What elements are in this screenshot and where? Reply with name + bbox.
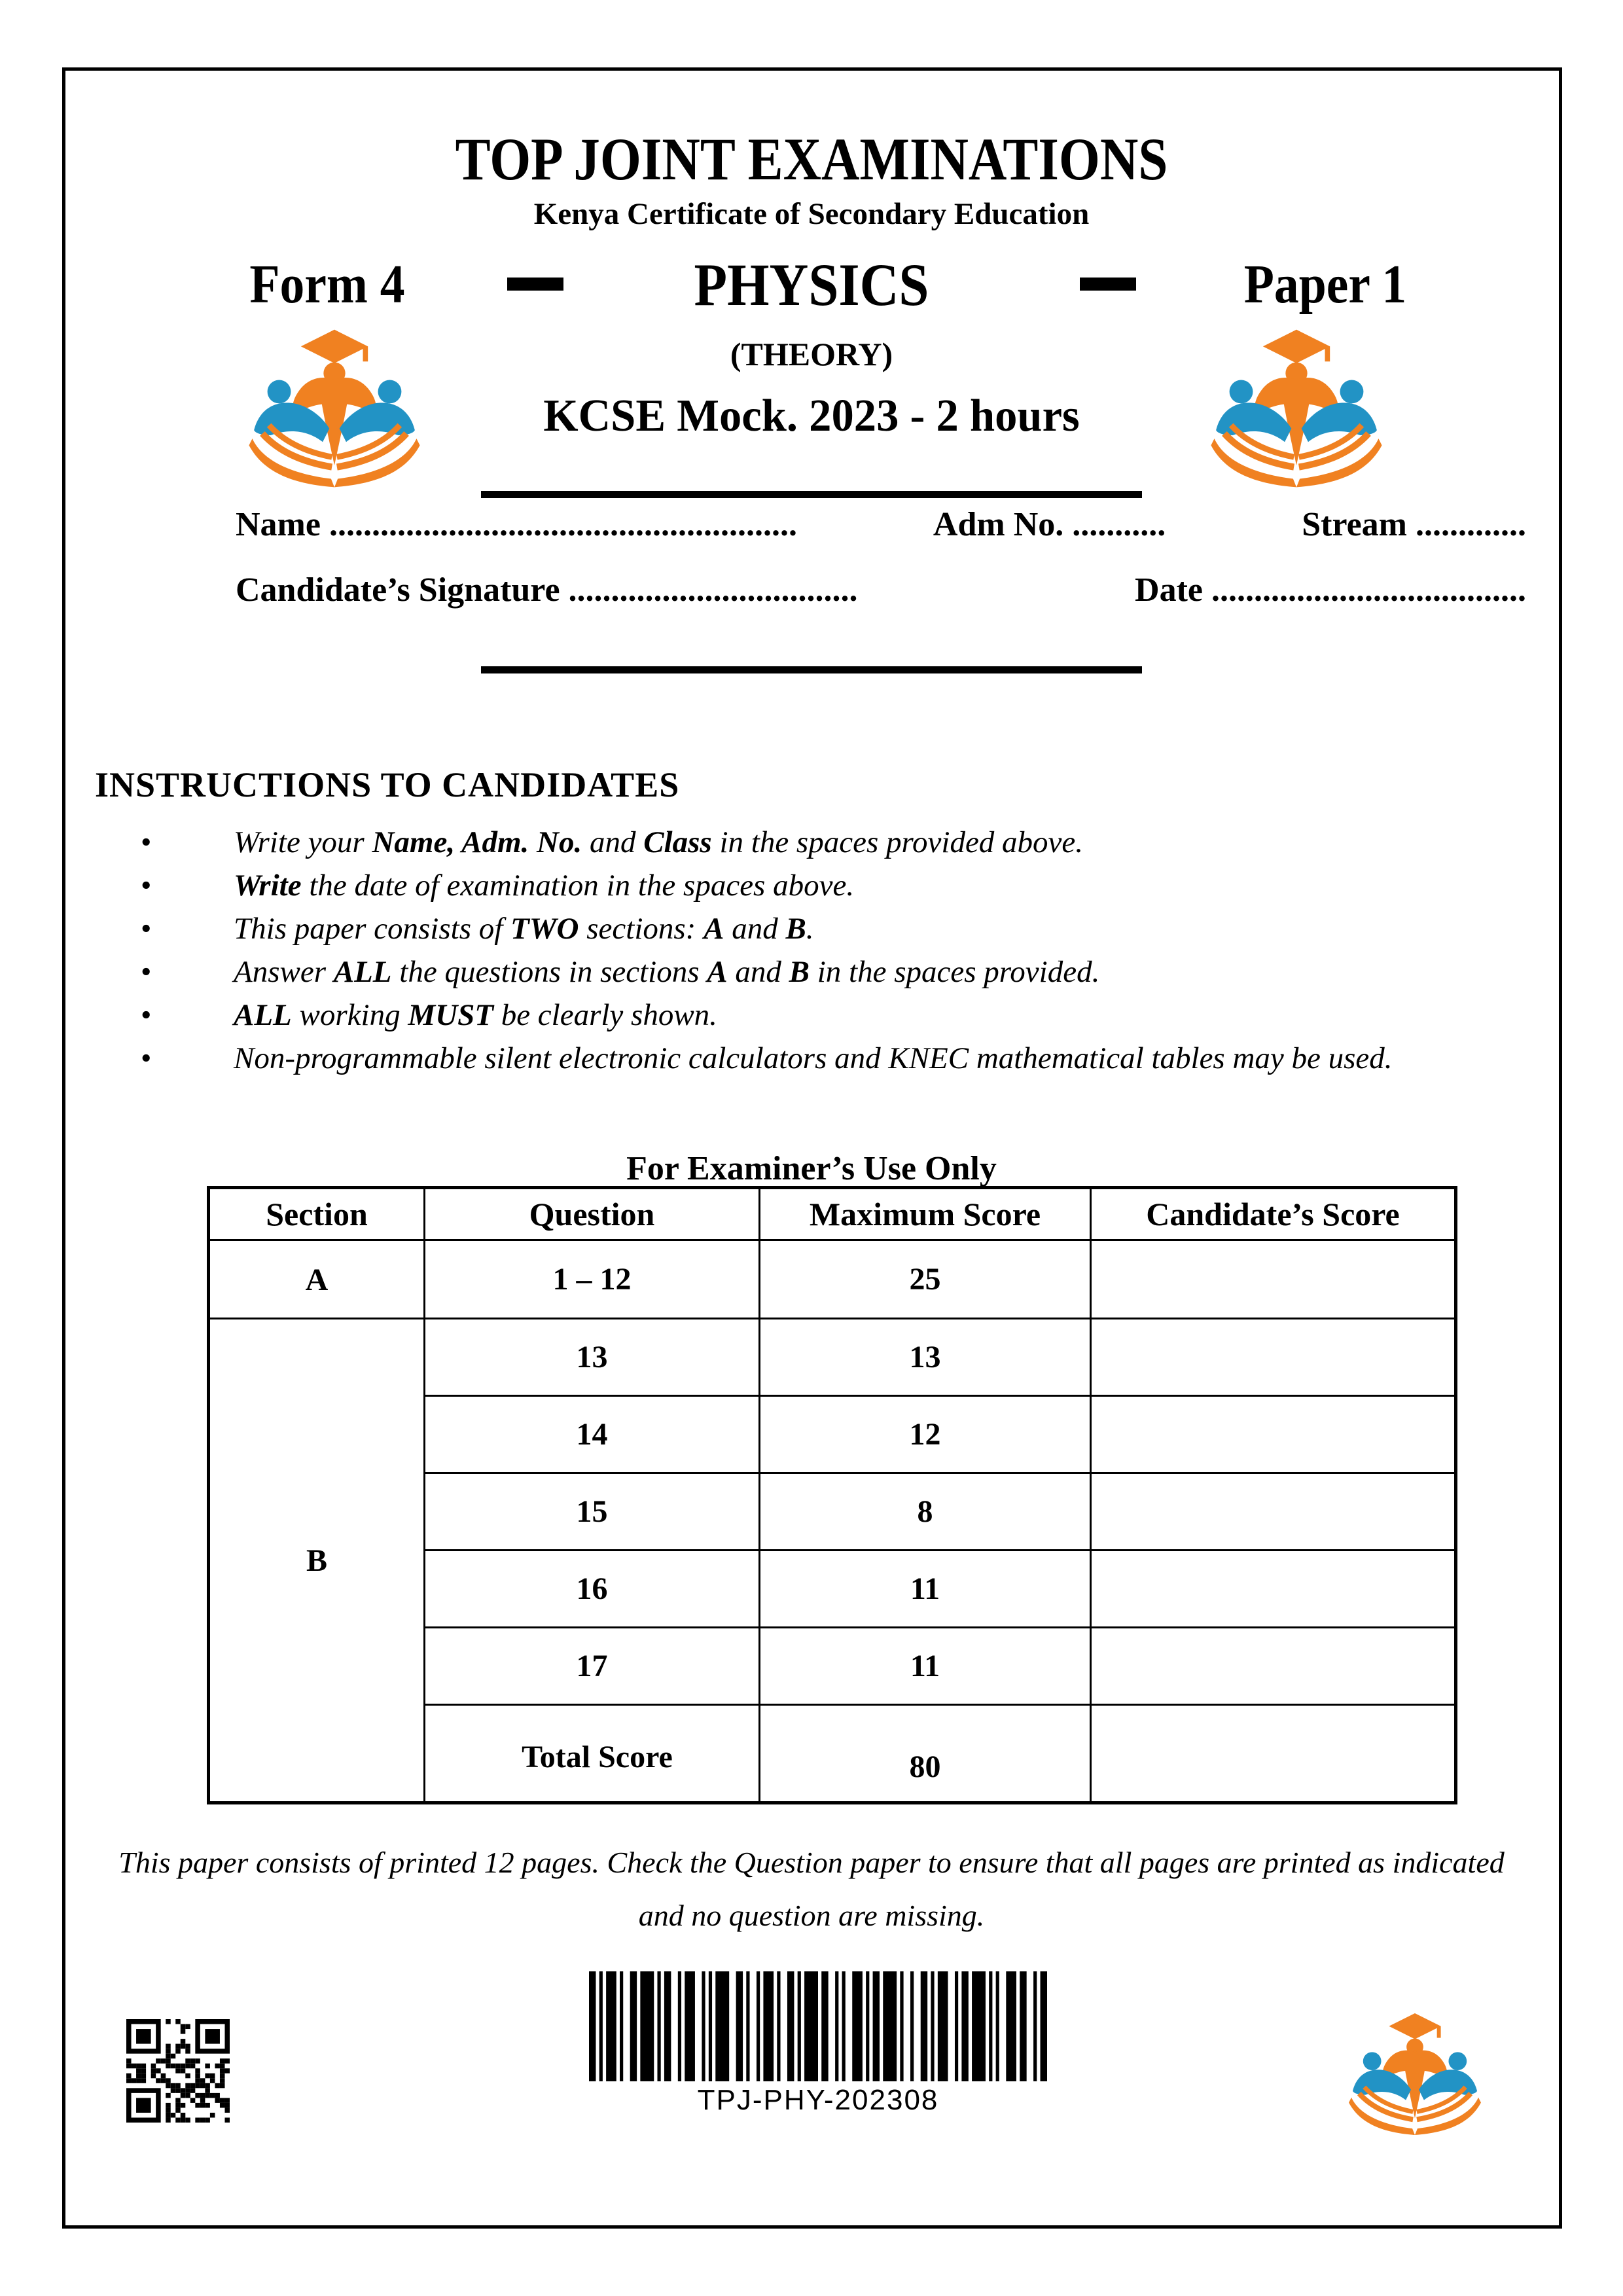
q15-candidate-score: [1091, 1473, 1456, 1551]
candidate-name-row: [236, 505, 1526, 544]
date-field: Date .....................................: [1135, 571, 1526, 609]
adm-no-field: Adm No. ...........: [933, 506, 1166, 543]
note-line-2: and no question are missing.: [638, 1898, 985, 1932]
mid-divider-rule: [481, 666, 1142, 673]
barcode-label: TPJ-PHY-202308: [697, 2084, 939, 2116]
section-a-question: 1 – 12: [425, 1240, 760, 1319]
total-score-label: Total Score: [425, 1705, 760, 1803]
q17-max-score: 11: [760, 1628, 1091, 1705]
page-title: TOP JOINT EXAMINATIONS: [455, 126, 1168, 192]
paper-label: Paper 1: [1243, 254, 1407, 315]
table-row-section-a: [209, 1240, 1456, 1319]
instruction-item: • This paper consists of TWO sections: A and B.: [95, 911, 1397, 946]
school-logo-right: [1203, 325, 1390, 492]
q17-candidate-score: [1091, 1628, 1456, 1705]
mock-line: KCSE Mock. 2023 - 2 hours: [543, 391, 1080, 441]
barcode: [589, 1971, 1047, 2081]
q16-question: 16: [425, 1551, 760, 1628]
subject-title: PHYSICS: [694, 251, 929, 318]
candidate-signature-row: [236, 571, 1526, 609]
qr-code: [126, 2019, 230, 2123]
q13-max-score: 13: [760, 1319, 1091, 1396]
col-header-section: Section: [209, 1188, 425, 1240]
q15-question: 15: [425, 1473, 760, 1551]
instruction-item: • Answer ALL the questions in sections A and B in the spaces provided.: [95, 954, 1397, 990]
section-a-max-score: 25: [760, 1240, 1091, 1319]
instruction-item: • ALL working MUST be clearly shown.: [95, 997, 1397, 1033]
examiner-table-title: For Examiner’s Use Only: [626, 1150, 997, 1187]
instruction-item: • Write your Name, Adm. No. and Class in the spaces provided above.: [95, 825, 1397, 860]
instructions-list: [95, 825, 1531, 1076]
school-logo-left: [241, 325, 428, 492]
col-header-candidate-score: Candidate’s Score: [1091, 1188, 1456, 1240]
examiner-table: [207, 1186, 1457, 1804]
page-subtitle: Kenya Certificate of Secondary Education: [533, 197, 1090, 231]
theory-label: (THEORY): [730, 336, 893, 372]
section-b-label: B: [209, 1319, 425, 1803]
instruction-item: • Non-programmable silent electronic calculators and KNEC mathematical tables may be used.: [95, 1041, 1397, 1076]
q15-max-score: 8: [760, 1473, 1091, 1551]
page-count-note: [0, 1837, 1623, 1942]
section-a-candidate-score: [1091, 1240, 1456, 1319]
q17-question: 17: [425, 1628, 760, 1705]
school-logo-bottom: [1343, 2009, 1487, 2139]
form-label: Form 4: [249, 254, 405, 315]
note-line-1: This paper consists of printed 12 pages. Check the Question paper to ensure that all pages are printed as indicated: [118, 1846, 1505, 1879]
q14-candidate-score: [1091, 1396, 1456, 1473]
total-candidate-score: [1091, 1705, 1456, 1803]
q13-question: 13: [425, 1319, 760, 1396]
total-max-score: 80: [760, 1705, 1091, 1803]
instructions-heading: INSTRUCTIONS TO CANDIDATES: [95, 765, 680, 804]
instruction-item: • Write the date of examination in the spaces above.: [95, 868, 1397, 903]
q13-candidate-score: [1091, 1319, 1456, 1396]
signature-field: Candidate’s Signature ..................................: [236, 571, 858, 609]
name-field: Name .......................................................: [236, 506, 797, 543]
col-header-max-score: Maximum Score: [760, 1188, 1091, 1240]
table-row-q13: [209, 1319, 1456, 1396]
section-a-label: A: [209, 1240, 425, 1319]
q16-candidate-score: [1091, 1551, 1456, 1628]
header-divider-rule: [481, 491, 1142, 498]
table-header-row: [209, 1188, 1456, 1240]
q14-question: 14: [425, 1396, 760, 1473]
barcode-block: [582, 1971, 1054, 2117]
stream-field: Stream .............: [1302, 506, 1526, 543]
instructions-section: [95, 764, 1531, 1076]
col-header-question: Question: [425, 1188, 760, 1240]
q14-max-score: 12: [760, 1396, 1091, 1473]
q16-max-score: 11: [760, 1551, 1091, 1628]
